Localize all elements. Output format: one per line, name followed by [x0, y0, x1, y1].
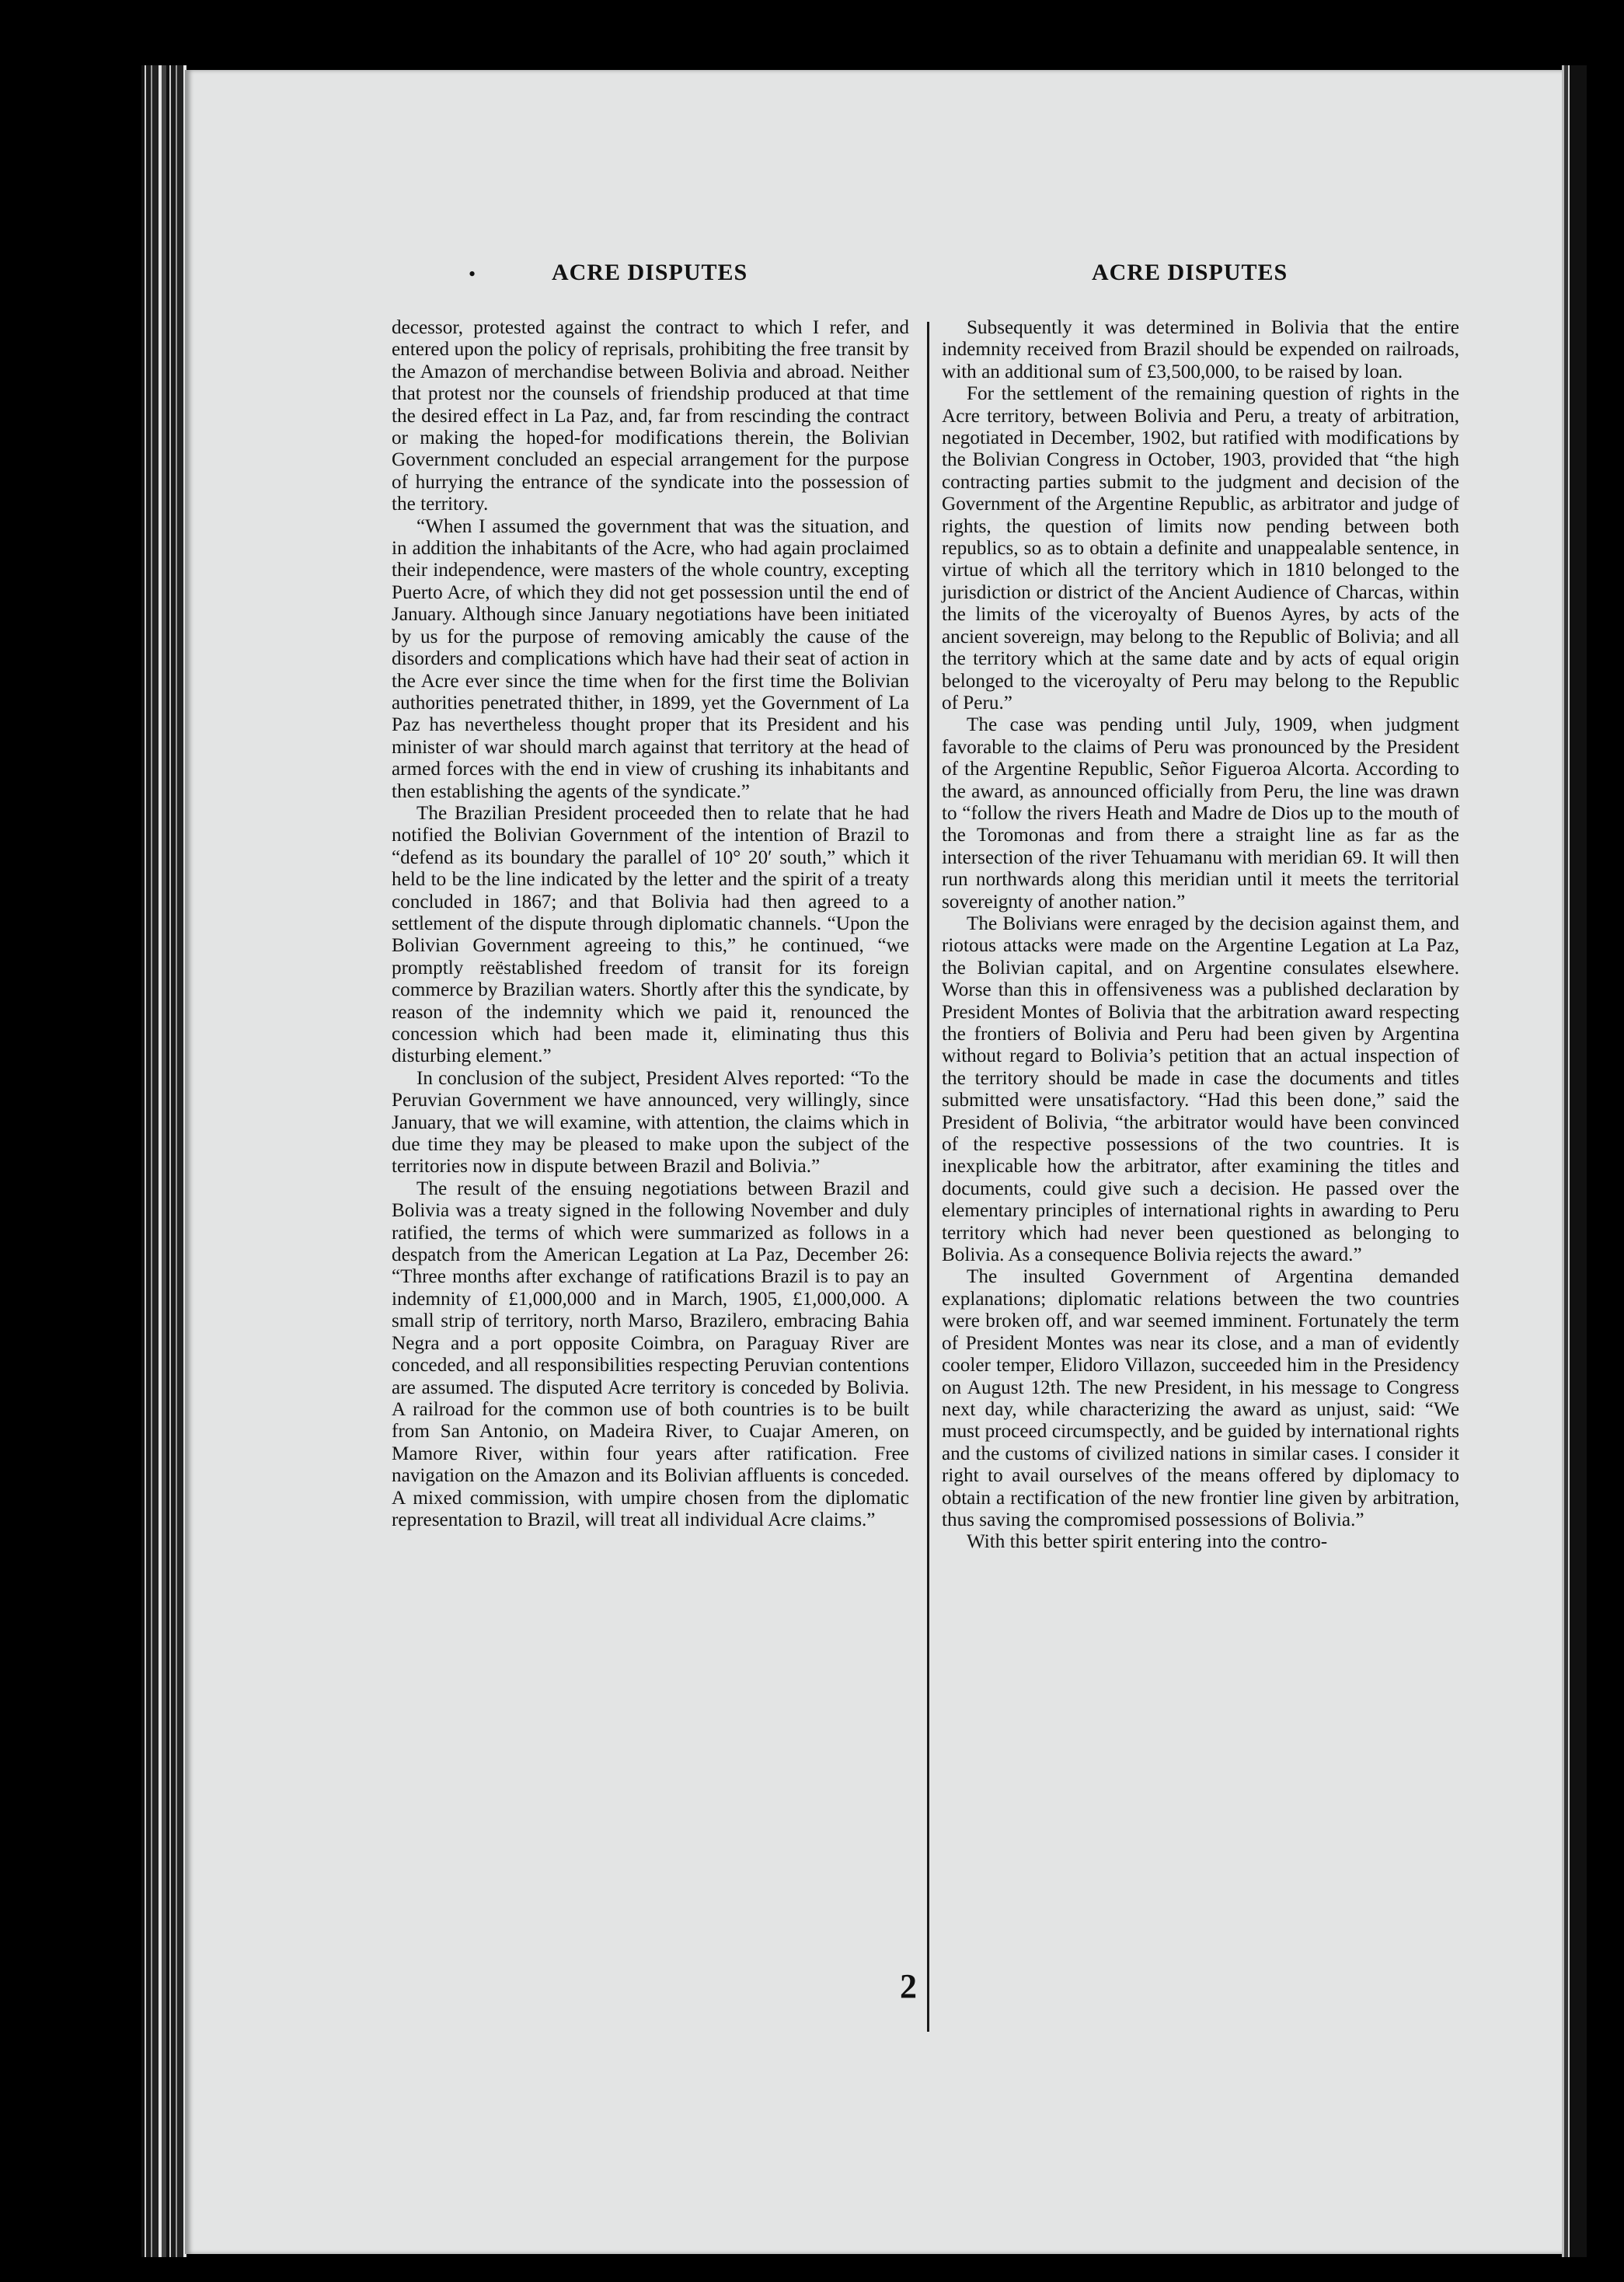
paragraph: The insulted Government of Argentina demanded explanations; diplomatic relations between the two countries were broken off, and war seemed imminent. Fortunately the term of President Montes was near its close, and a man of evidently cooler temper, Elidoro Villazon, succeeded him in the Presidency on August 12th. The new President, in his message to Congress next day, while characterizing the award as unjust, said: “We must proceed circumspectly, and be guided by international rights and the customs of civilized nations in similar cases. I consider it right to avail ourselves of the means offered by diplomacy to obtain a rectification of the new frontier line given by arbitration, thus saving the compromised possessions of Bolivia.” [942, 1266, 1459, 1530]
paragraph: “When I assumed the government that was the situation, and in addition the inhabitants of the Acre, who had again proclaimed their independence, were masters of the whole country, excepting Puerto Acre, of which they did not get possession until the end of January. Although since January negotiations have been initiated by us for the purpose of removing amicably the cause of the disorders and complications which have had their seat of action in the Acre ever since the time when for the first time the Bolivian authorities penetrated thither, in 1899, yet the Government of La Paz has nevertheless thought proper that its President and his minister of war should march against that territory at the head of armed forces with the end in view of crushing its inhabitants and then establishing the agents of the syndicate.” [392, 515, 909, 802]
page-stack-edge [1562, 65, 1587, 2257]
header-bullet: • [469, 263, 476, 285]
column-divider [927, 322, 929, 2032]
book-binding-edge [141, 65, 186, 2257]
paragraph: For the settlement of the remaining question of rights in the Acre territory, between Bolivia and Peru, a treaty of arbitration, negotiated in December, 1902, but ratified with modifications by the Bolivian Congress in October, 1903, provided that “the high contracting parties submit to the judgment and decision of the Government of the Argentine Republic, as arbitrator and judge of rights, the question of limits now pending between both republics, so as to obtain a definite and unappealable sentence, in virtue of which all the territory which in 1810 belonged to the jurisdiction or district of the Ancient Audience of Charcas, within the limits of the viceroyalty of Buenos Ayres, by acts of the ancient sovereign, may belong to the Republic of Bolivia; and all the territory which at the same date and by acts of equal origin belonged to the viceroyalty of Peru may belong to the Republic of Peru.” [942, 383, 1459, 714]
paragraph: Subsequently it was determined in Bolivia that the entire indemnity received from Brazil should be expended on railroads, with an additional sum of £3,500,000, to be raised by loan. [942, 317, 1459, 382]
text-column-left [392, 317, 909, 1531]
paragraph: The result of the ensuing negotiations between Brazil and Bolivia was a treaty signed in the following November and duly ratified, the terms of which were summarized as follows in a despatch from the American Legation at La Paz, December 26: “Three months after exchange of ratifications Brazil is to pay an indemnity of £1,000,000 and in March, 1905, £1,000,000. A small strip of territory, north Marso, Brazilero, embracing Bahia Negra and a port opposite Coimbra, on Paraguay River are conceded, and all responsibilities respecting Peruvian contentions are assumed. The disputed Acre territory is conceded by Bolivia. A railroad for the common use of both countries is to be built from San Antonio, on Madeira River, to Cuajar Ameren, on Mamore River, within four years after ratification. Free navigation on the Amazon and its Bolivian affluents is conceded. A mixed commission, with umpire chosen from the diplomatic representation to Brazil, will treat all individual Acre claims.” [392, 1178, 909, 1530]
paragraph: In conclusion of the subject, President Alves reported: “To the Peruvian Government we have announced, very willingly, since January, that we will examine, with attention, the claims which in due time they may be pleased to make upon the subject of the territories now in dispute between Brazil and Bolivia.” [392, 1067, 909, 1178]
paragraph: The Bolivians were enraged by the decision against them, and riotous attacks were made on the Argentine Legation at La Paz, the Bolivian capital, and on Argentine consulates elsewhere. Worse than this in offensiveness was a published declaration by President Montes of Bolivia that the arbitration award respecting the frontiers of Bolivia and Peru had been given by Argentina without regard to Bolivia’s petition that an actual inspection of the territory should be made in case the documents and titles submitted were unsatisfactory. “Had this been done,” said the President of Bolivia, “the arbitrator would have been convinced of the respective possessions of the two countries. It is inexplicable how the arbitrator, after examining the titles and documents, could give such a decision. He passed over the elementary principles of international rights in awarding to Peru territory which had never been questioned as belonging to Bolivia. As a consequence Bolivia rejects the award.” [942, 912, 1459, 1266]
page-number: 2 [900, 1967, 917, 2005]
text-column-right [942, 317, 1459, 1554]
paragraph: With this better spirit entering into the contro- [967, 1531, 1328, 1553]
running-header-right: ACRE DISPUTES [1092, 260, 1288, 285]
paragraph: The Brazilian President proceeded then to relate that he had notified the Bolivian Government of the intention of Brazil to “defend as its boundary the parallel of 10° 20′ south,” which it held to be the line indicated by the letter and the spirit of a treaty concluded in 1867; and that Bolivia had then agreed to a settlement of the dispute through diplomatic channels. “Upon the Bolivian Government agreeing to this,” he continued, “we promptly reëstablished freedom of transit for its foreign commerce by Brazilian waters. Shortly after this the syndicate, by reason of the indemnity which we paid it, renounced the concession which had been made it, eliminating thus this disturbing element.” [392, 802, 909, 1067]
paragraph: The case was pending until July, 1909, when judgment favorable to the claims of Peru was pronounced by the President of the Argentine Republic, Señor Figueroa Alcorta. According to the award, as announced officially from Peru, the line was drawn to “follow the rivers Heath and Madre de Dios up to the mouth of the Toromonas and from there a straight line as far as the intersection of the river Tehuamanu with meridian 69. It will then run northwards along this meridian until it meets the territorial sovereignty of another nation.” [942, 714, 1459, 912]
running-header-left: ACRE DISPUTES [552, 260, 748, 285]
paragraph: decessor, protested against the contract to which I refer, and entered upon the policy of reprisals, prohibiting the free transit by the Amazon of merchandise between Bolivia and abroad. Neither that protest nor the counsels of friendship produced at that time the desired effect in La Paz, and, far from rescinding the contract or making the hoped-for modifications therein, the Bolivian Government concluded an especial arrangement for the purpose of hurrying the entrance of the syndicate into the possession of the territory. [392, 317, 909, 515]
